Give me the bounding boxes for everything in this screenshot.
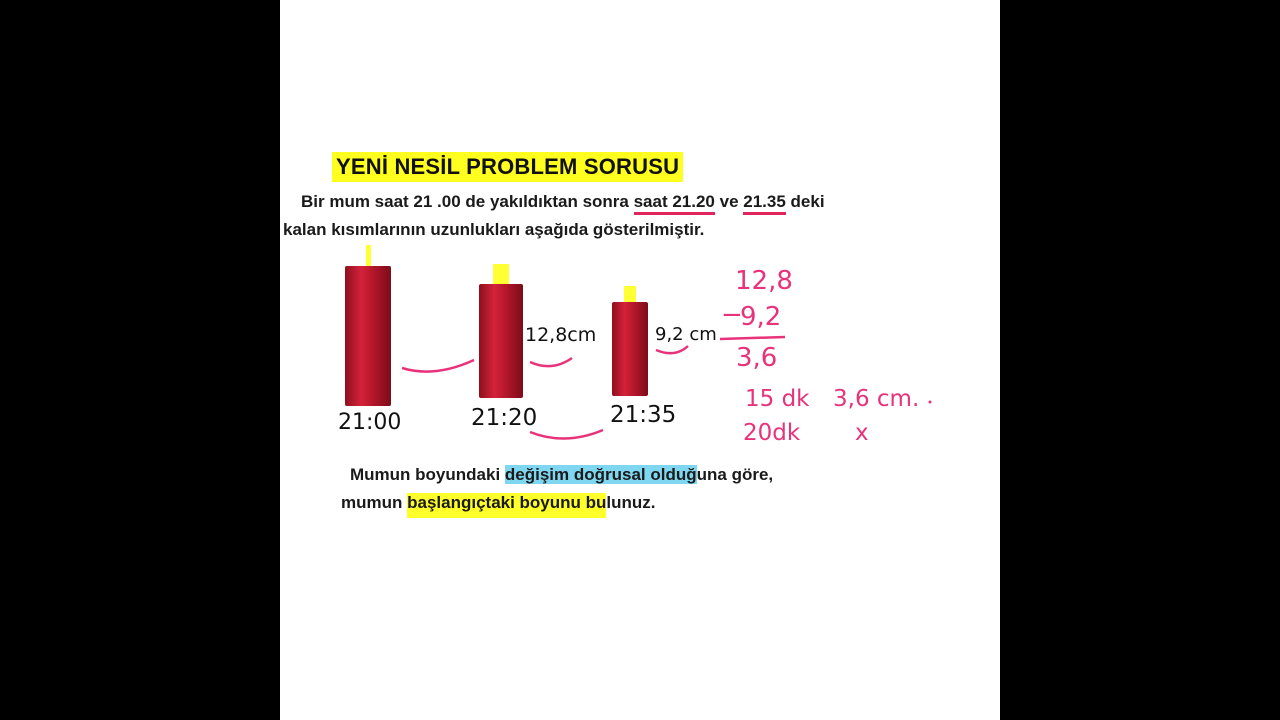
- candle-body: [479, 284, 523, 398]
- intro-line-2: kalan kısımlarının uzunlukları aşağıda gösterilmiştir.: [283, 220, 705, 239]
- dot-mark: [929, 401, 932, 404]
- flame-icon: [493, 264, 509, 286]
- candle-body: [612, 302, 648, 396]
- note-result: 3,6: [736, 343, 778, 373]
- question-line-1: [350, 465, 773, 485]
- time-label-2: 21:20: [471, 405, 538, 431]
- note-row1-right: 3,6 cm.: [833, 386, 920, 412]
- candle-3: [612, 286, 648, 396]
- candles-drawing: [280, 0, 1000, 720]
- intro-text-a: Bir mum saat 21 .00 de yakıldıktan sonra: [301, 192, 634, 211]
- question-text-b: una göre,: [696, 465, 774, 484]
- question-highlight-yellow: başlangıçtaki boyunu bu: [407, 493, 606, 518]
- candle-1: [345, 245, 391, 406]
- intro-underlined-time-1: saat 21.20: [634, 192, 715, 215]
- candle-2: [479, 264, 523, 398]
- slide-page: [280, 0, 1000, 720]
- intro-text-c: deki: [785, 192, 825, 211]
- subtraction-bar: [720, 337, 785, 339]
- question-text-d: lunuz.: [606, 493, 656, 512]
- note-number-1: 12,8: [735, 266, 793, 296]
- question-text-c: mumun: [341, 493, 408, 512]
- arc-mark-3: [656, 346, 688, 353]
- question-line-2: [341, 493, 656, 513]
- arc-mark-2: [530, 358, 572, 366]
- length-label-2: 12,8cm: [525, 324, 597, 346]
- arc-mark-4: [530, 430, 603, 439]
- intro-text-b: ve: [714, 192, 744, 211]
- note-number-2: 9,2: [740, 302, 782, 332]
- length-label-3: 9,2 cm: [655, 324, 717, 345]
- note-row2-left: 20dk: [743, 420, 801, 446]
- intro-underlined-time-2: 21.35: [743, 192, 786, 215]
- flame-icon: [624, 286, 636, 304]
- flame-icon: [366, 245, 371, 267]
- note-row1-left: 15 dk: [745, 386, 810, 412]
- note-minus-sign: −: [721, 300, 743, 330]
- question-text-a: Mumun boyundaki: [350, 465, 505, 484]
- time-label-3: 21:35: [610, 402, 677, 428]
- time-label-1: 21:00: [338, 410, 402, 435]
- problem-title: YENİ NESİL PROBLEM SORUSU: [332, 152, 683, 182]
- arc-mark-1: [402, 360, 474, 372]
- note-row2-right: x: [855, 420, 869, 446]
- candle-body: [345, 266, 391, 406]
- question-highlight-blue: değişim doğrusal olduğ: [504, 465, 697, 484]
